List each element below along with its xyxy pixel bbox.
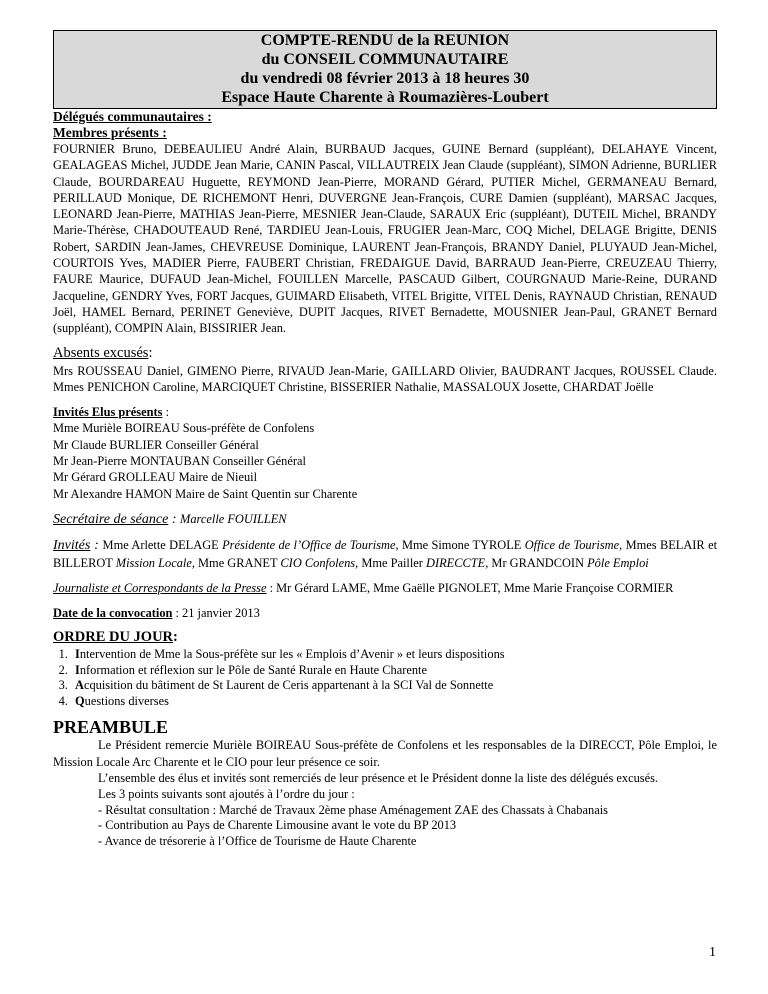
invited-elected-heading: Invités Elus présents <box>53 405 163 420</box>
invited-elected-suffix: : <box>162 405 170 420</box>
absents-heading: Absents excusés <box>53 344 149 361</box>
guest-text: Mr GRANDCOIN <box>488 555 588 570</box>
press-paragraph <box>53 580 717 596</box>
invited-elected-item: Mr Gérard GROLLEAU Maire de Nieuil <box>53 470 258 485</box>
preamble-paragraph-1: Le Président remercie Murièle BOIREAU Sous-préfète de Confolens et les responsables de la DIRECCT, Pôle Emploi, le Mission Locale Arc Charente et le CIO pour leur présence ce soir. <box>53 738 717 769</box>
title-line-1: COMPTE-RENDU de la REUNION <box>260 32 510 49</box>
agenda-item <box>71 647 717 663</box>
agenda-item-initial: I <box>75 662 80 677</box>
absents-heading-suffix: : <box>148 344 153 361</box>
convocation-text: : 21 janvier 2013 <box>172 606 260 621</box>
agenda-heading-suffix: : <box>173 629 178 646</box>
guest-text: , Mme Simone TYROLE <box>395 538 525 553</box>
guest-text: Mmes BELAIR et BILLEROT <box>53 538 718 570</box>
convocation-line <box>53 605 717 621</box>
preamble-added-item: - Contribution au Pays de Charente Limousine avant le vote du BP 2013 <box>98 818 457 833</box>
guest-role: Présidente de l’Office de Tourisme <box>222 538 396 553</box>
agenda-item-initial: Q <box>75 693 85 708</box>
preamble-heading: PREAMBULE <box>53 717 169 738</box>
invited-elected-item: Mr Claude BURLIER Conseiller Général <box>53 437 259 452</box>
delegates-heading: Délégués communautaires : <box>53 109 212 124</box>
preamble-added-item: - Résultat consultation : Marché de Travaux 2ème phase Aménagement ZAE des Chassats à Chabanais <box>98 802 608 817</box>
guest-role: Pôle Emploi <box>587 555 649 570</box>
agenda-heading: ORDRE DU JOUR <box>53 629 174 646</box>
preamble-paragraph-3: Les 3 points suivants sont ajoutés à l’ordre du jour : <box>98 787 355 802</box>
convocation-heading: Date de la convocation <box>53 606 173 621</box>
agenda-heading-line <box>53 629 717 646</box>
agenda-item <box>71 663 717 679</box>
invited-elected-heading-line <box>53 404 717 420</box>
guests-heading: Invités <box>53 538 91 554</box>
preamble-added-items <box>53 803 717 850</box>
guest-text: Mme GRANET <box>194 555 281 570</box>
title-box <box>53 30 717 109</box>
guest-text: Mme Arlette DELAGE <box>102 538 223 553</box>
agenda-item-text: ntervention de Mme la Sous-préfète sur les « Emplois d’Avenir » et leurs dispositions <box>79 647 505 662</box>
secretary-line <box>53 511 717 528</box>
invited-elected-item: Mr Alexandre HAMON Maire de Saint Quentin sur Charente <box>53 486 358 501</box>
title-line-3: du vendredi 08 février 2013 à 18 heures 30 <box>240 70 530 87</box>
present-members-list: FOURNIER Bruno, DEBEAULIEU André Alain, BURBAUD Jacques, GUINE Bernard (suppléant), DELAHAYE Vincent, GEALAGEAS Michel, JUDDE Jean Marie, CANIN Pascal, VILLAUTREIX Jean Claude (suppléant), SIMON Adrienne, BURLIER Claude, BOURDAREAU Huguette, REYMOND Jean-Pierre, MORAND Gérard, PUTIER Michel, GERMANEAU Bernard, PERILLAUD Monique, DE RICHEMONT Henri, DUVERGNE Jean-François, CURE Damien (suppléant), MARSAC Jacques, LEONARD Jean-Pierre, MATHIAS Jean-Pierre, MESNIER Jean-Claude, SARAUX Eric (suppléant), DUTEIL Michel, BRANDY Marie-Thérèse, CHADOUTEAUD René, TARDIEU Jean-Louis, FRUGIER Jean-Marc, COQ Michel, DELAGE Brigitte, DENIS Robert, SARDIN Jean-James, CHEVREUSE Dominique, LAURENT Jean-François, BRANDY Daniel, PLUYAUD Jean-Michel, COURTOIS Yves, MADIER Pierre, FAUBERT Christian, FREDAIGUE David, BARRAUD Jean-Pierre, CREUZEAU Thierry, FAURE Maurice, DUFAUD Jean-Michel, FOUILLEN Marcelle, PASCAUD Gilbert, COURGNAUD Marie-Reine, DURAND Jacqueline, GENDRY Yves, FORT Jacques, GUIMARD Elisabeth, VITEL Brigitte, VITEL Denis, RAYNAUD Christian, RENAUD Joël, HAMEL Bernard, PERINET Geneviève, DUPIT Jacques, RIVET Bernadette, MOUSNIER Jean-Paul, GRANET Bernard (suppléant), COMPIN Alain, BISSIRIER Jean. <box>53 142 717 336</box>
guests-paragraph <box>53 537 717 571</box>
present-members-heading: Membres présents : <box>53 125 167 140</box>
agenda-item-initial: I <box>75 647 80 662</box>
agenda-item-text: uestions diverses <box>84 693 169 708</box>
secretary-name: Marcelle FOUILLEN <box>180 511 287 526</box>
agenda-list <box>53 647 717 709</box>
preamble-paragraph-2: L’ensemble des élus et invités sont remerciés de leur présence et le Président donne la liste des délégués excusés. <box>98 771 659 786</box>
agenda-item <box>71 694 717 710</box>
guest-role: Mission Locale, <box>115 555 195 570</box>
title-line-2: du CONSEIL COMMUNAUTAIRE <box>261 51 509 68</box>
agenda-item-text: cquisition du bâtiment de St Laurent de Ceris appartenant à la SCI Val de Sonnette <box>83 678 494 693</box>
invited-elected-list <box>53 420 717 501</box>
guest-text: Mme Pailler <box>358 555 427 570</box>
secretary-sep: : <box>168 511 180 527</box>
guest-role: Office de Tourisme, <box>524 538 623 553</box>
agenda-item <box>71 678 717 694</box>
press-text: : Mr Gérard LAME, Mme Gaëlle PIGNOLET, Mme Marie Françoise CORMIER <box>266 580 674 595</box>
preamble-added-item: - Avance de trésorerie à l’Office de Tourisme de Haute Charente <box>98 833 417 848</box>
absents-heading-line <box>53 345 717 362</box>
secretary-heading: Secrétaire de séance <box>53 511 169 527</box>
absents-list: Mrs ROUSSEAU Daniel, GIMENO Pierre, RIVAUD Jean-Marie, GAILLARD Olivier, BAUDRANT Jacques, ROUSSEL Claude. Mmes PENICHON Caroline, MARCIQUET Christine, BISSERIER Nathalie, MASSALOUX Josette, CHARDAT Joëlle <box>53 363 717 394</box>
document-page <box>53 30 717 849</box>
guest-role: DIRECCTE, <box>426 555 489 570</box>
invited-elected-item: Mme Murièle BOIREAU Sous-préfète de Confolens <box>53 421 315 436</box>
page-number: 1 <box>709 945 716 960</box>
guests-sep: : <box>90 538 103 554</box>
guest-role: CIO Confolens, <box>280 555 359 570</box>
agenda-item-initial: A <box>75 678 84 693</box>
agenda-item-text: nformation et réflexion sur le Pôle de Santé Rurale en Haute Charente <box>79 662 427 677</box>
invited-elected-item: Mr Jean-Pierre MONTAUBAN Conseiller Général <box>53 454 306 469</box>
press-heading: Journaliste et Correspondants de la Presse <box>53 580 267 595</box>
title-line-4: Espace Haute Charente à Roumazières-Loubert <box>221 89 549 106</box>
